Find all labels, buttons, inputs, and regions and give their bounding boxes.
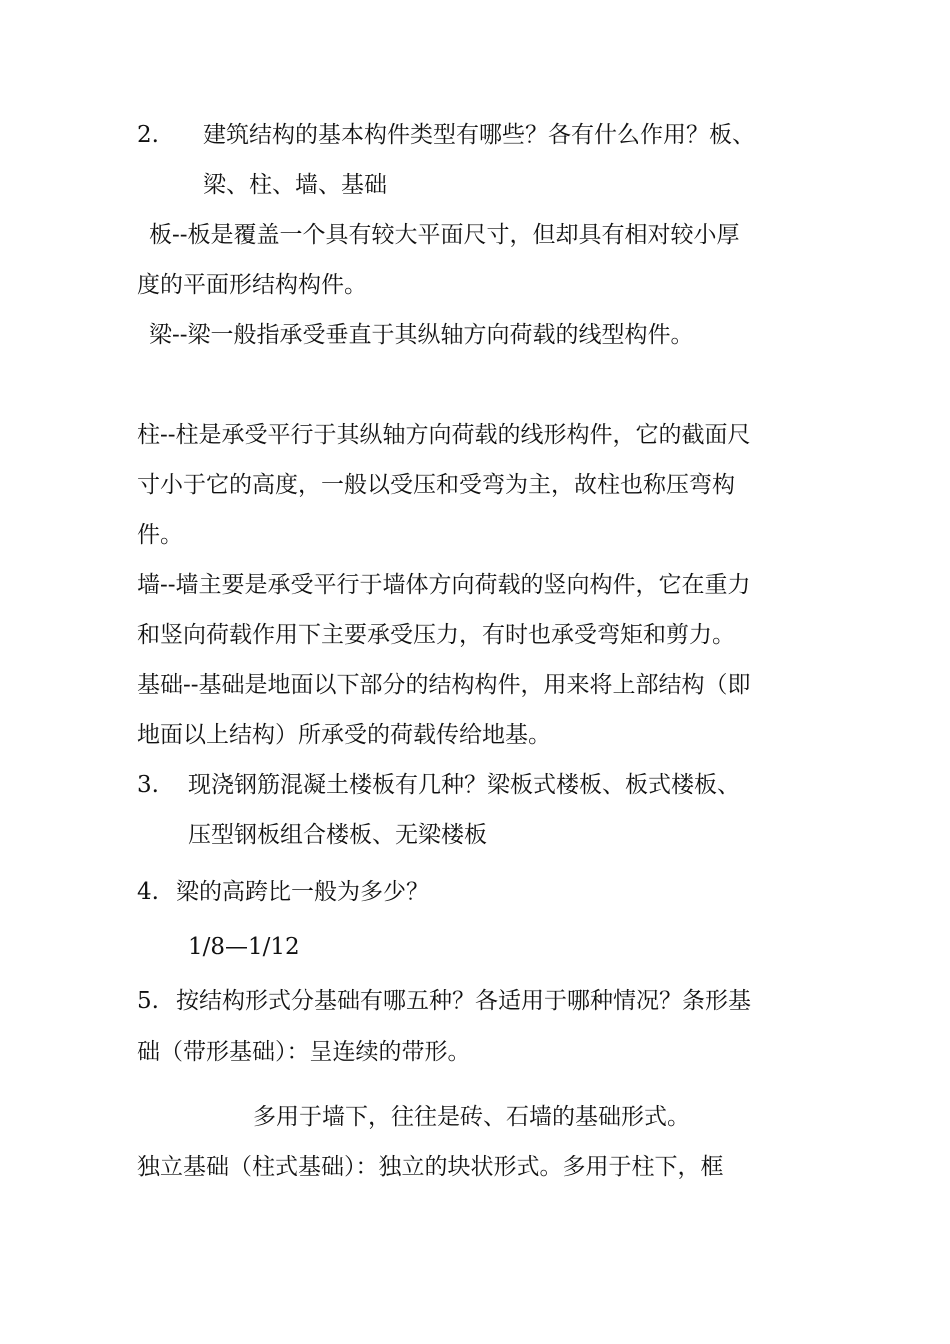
q5-question-line-2: 础（带形基础）：呈连续的带形。 [137,1039,471,1065]
q5-question-line-4: 独立基础（柱式基础）：独立的块状形式。多用于柱下，框 [137,1154,724,1180]
q2-question-line-1: 建筑结构的基本构件类型有哪些？各有什么作用？板、 [203,122,755,148]
q2-question-line-2: 梁、柱、墙、基础 [203,172,387,198]
jichu-paragraph-line-2: 地面以上结构）所承受的荷载传给地基。 [137,722,551,748]
q4-question-line-1: 梁的高跨比一般为多少？ [176,879,429,905]
qiang-paragraph-line-1: 墙--墙主要是承受平行于墙体方向荷载的竖向构件，它在重力 [137,572,751,598]
q5-number: 5. [137,988,159,1014]
q5-question-line-1: 按结构形式分基础有哪五种？各适用于哪种情况？条形基 [176,988,751,1014]
q3-number: 3. [137,772,159,798]
qiang-paragraph-line-2: 和竖向荷载作用下主要承受压力，有时也承受弯矩和剪力。 [137,622,735,648]
q3-question-line-1: 现浇钢筋混凝土楼板有几种？梁板式楼板、板式楼板、 [188,772,740,798]
jichu-paragraph-line-1: 基础--基础是地面以下部分的结构构件，用来将上部结构（即 [137,672,751,698]
zhu-paragraph-line-2: 寸小于它的高度，一般以受压和受弯为主，故柱也称压弯构 [137,472,735,498]
ban-paragraph-line-2: 度的平面形结构构件。 [137,272,367,298]
q4-number: 4. [137,879,159,905]
q5-question-line-3: 多用于墙下，往往是砖、石墙的基础形式。 [253,1104,690,1130]
zhu-paragraph-line-1: 柱--柱是承受平行于其纵轴方向荷载的线形构件，它的截面尺 [137,422,751,448]
liang-paragraph-line-1: 梁--梁一般指承受垂直于其纵轴方向荷载的线型构件。 [149,322,694,348]
ban-paragraph-line-1: 板--板是覆盖一个具有较大平面尺寸，但却具有相对较小厚 [149,222,740,248]
q4-answer: 1/8—1/12 [188,934,300,960]
q3-question-line-2: 压型钢板组合楼板、无梁楼板 [188,822,487,848]
zhu-paragraph-line-3: 件。 [137,522,183,548]
q2-number: 2. [137,122,159,148]
